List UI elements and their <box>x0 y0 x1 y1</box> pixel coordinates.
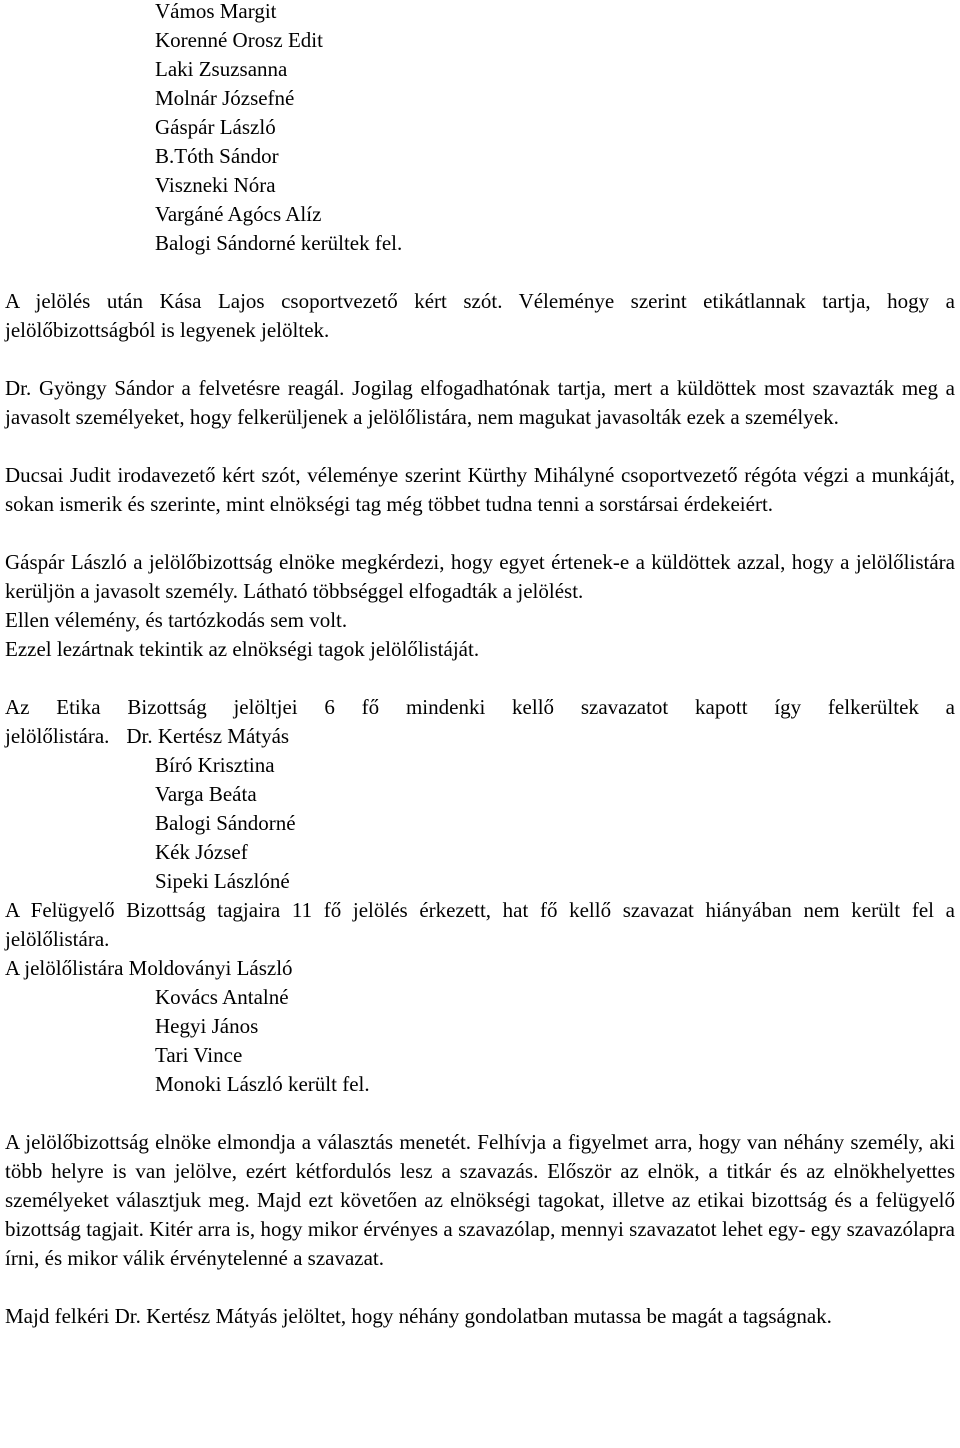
paragraph-kasa-lajos: A jelölés után Kása Lajos csoportvezető kért szót. Véleménye szerint etikátlannak tartja, hogy a jelölőbizottságból is legyenek jelöltek. <box>5 289 955 342</box>
document-page <box>5 0 955 1331</box>
list-item: Laki Zsuzsanna <box>155 57 288 81</box>
list-item: Tari Vince <box>155 1043 243 1067</box>
list-item: Sipeki Lászlóné <box>155 869 290 893</box>
paragraph-line: Ellen vélemény, és tartózkodás sem volt. <box>5 608 348 632</box>
paragraph-gap <box>5 519 955 548</box>
paragraph-gap <box>5 432 955 461</box>
paragraph-gap <box>5 258 955 287</box>
felugyelo-list-first-line <box>5 954 955 983</box>
list-item: Monoki László került fel. <box>155 1072 370 1096</box>
etika-candidates-list <box>5 751 955 896</box>
list-item: Kovács Antalné <box>155 985 289 1009</box>
list-item: Balogi Sándorné <box>155 811 296 835</box>
list-item: B.Tóth Sándor <box>155 144 279 168</box>
paragraph-line: Ezzel lezártnak tekintik az elnökségi tagok jelölőlistáját. <box>5 637 480 661</box>
paragraph-gap <box>5 1273 955 1302</box>
list-item: Gáspár László <box>155 115 276 139</box>
paragraph-felugyelo-bizottsag: A Felügyelő Bizottság tagjaira 11 fő jelölés érkezett, hat fő kellő szavazat hiányában nem került fel a jelölőlistára. <box>5 898 955 951</box>
list-item: Varga Beáta <box>155 782 257 806</box>
paragraph-etika-bizottsag: Az Etika Bizottság jelöltjei 6 fő mindenki kellő szavazatot kapott így felkerültek a <box>5 695 955 719</box>
list-item: Vargáné Agócs Alíz <box>155 202 322 226</box>
list-item: Hegyi János <box>155 1014 259 1038</box>
list-item: Vámos Margit <box>155 0 277 23</box>
paragraph-gaspar-laszlo: Gáspár László a jelölőbizottság elnöke megkérdezi, hogy egyet értenek-e a küldöttek azzal, hogy a jelölőlistára kerüljön a javasolt személy. Látható többséggel elfogadták a jelölést. <box>5 550 955 603</box>
list-item: Viszneki Nóra <box>155 173 276 197</box>
list-item: Molnár Józsefné <box>155 86 295 110</box>
paragraph-lead: jelölőlistára. <box>5 724 110 748</box>
list-item: Dr. Kertész Mátyás <box>126 724 290 748</box>
list-item: Balogi Sándorné kerültek fel. <box>155 231 403 255</box>
paragraph-gap <box>5 1099 955 1128</box>
paragraph-gyongy-sandor: Dr. Gyöngy Sándor a felvetésre reagál. Jogilag elfogadhatónak tartja, mert a küldöttek most szavazták meg a javasolt személyeket, hogy felkerüljenek a jelölőlistára, nem magukat javasolták ezek a személyek. <box>5 376 955 429</box>
paragraph-ducsai-judit: Ducsai Judit irodavezető kért szót, véleménye szerint Kürthy Mihályné csoportvezető régóta végzi a munkáját, sokan ismerik és szerinte, mint elnökségi tag még többet tudna tenni a sorstársai érdekeiért. <box>5 463 955 516</box>
elected-members-list <box>5 0 955 258</box>
list-item: Moldoványi László <box>128 956 293 980</box>
paragraph-gap <box>5 345 955 374</box>
list-item: Korenné Orosz Edit <box>155 28 323 52</box>
felugyelo-candidates-list <box>5 983 955 1099</box>
list-item: Bíró Krisztina <box>155 753 275 777</box>
paragraph-gap <box>5 664 955 693</box>
paragraph-election-process: A jelölőbizottság elnöke elmondja a választás menetét. Felhívja a figyelmet arra, hogy van néhány személy, aki több helyre is van jelölve, ezért kétfordulós lesz a szavazás. Először az elnök, a titkár és az elnökhelyettes személyeket választjuk meg. Majd ezt követően az elnökségi tagokat, illetve az etikai bizottság és a felügyelő bizottság tagjait. Kitér arra is, hogy mikor érvényes a szavazólap, mennyi szavazatot lehet egy- egy szavazólapra írni, és mikor válik érvénytelenné a szavazat. <box>5 1130 955 1270</box>
paragraph-lead: A jelölőlistára <box>5 956 124 980</box>
etika-list-first-line <box>5 722 955 751</box>
list-item: Kék József <box>155 840 248 864</box>
paragraph-kertesz-matyas: Majd felkéri Dr. Kertész Mátyás jelöltet, hogy néhány gondolatban mutassa be magát a tagságnak. <box>5 1304 832 1328</box>
